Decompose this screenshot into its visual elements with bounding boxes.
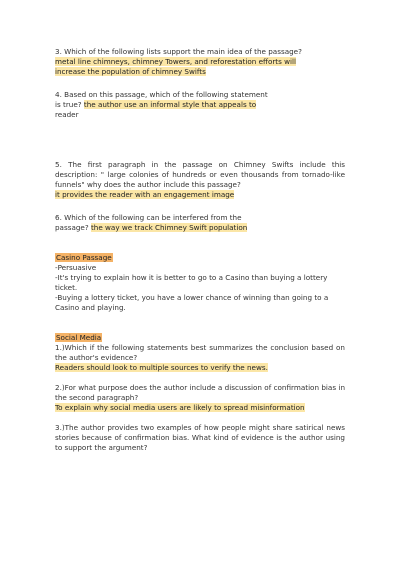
answer-3-line-2: increase the population of chimney Swifts xyxy=(55,67,206,76)
question-6-prefix: passage? xyxy=(55,223,91,232)
question-6-answer-row xyxy=(55,223,345,233)
casino-section xyxy=(55,253,345,313)
social-media-section xyxy=(55,333,345,453)
casino-line-2: -It's trying to explain how it is better to go to a Casino than buying a lottery ticket. xyxy=(55,273,328,292)
casino-heading-row xyxy=(55,253,345,263)
casino-line-1: -Persuasive xyxy=(55,263,97,272)
social-heading: Social Media xyxy=(56,333,102,342)
answer-4: the author use an informal style that appeals to xyxy=(83,100,257,109)
social-answer-1: Readers should look to multiple sources to verify the news. xyxy=(55,363,268,372)
social-heading-row xyxy=(55,333,345,343)
question-4-answer-row xyxy=(55,100,345,110)
social-answer-1-row xyxy=(55,363,345,373)
question-4-prefix: is true? xyxy=(55,100,84,109)
question-3 xyxy=(55,47,345,77)
answer-3-line-1: metal line chimneys, chimney Towers, and reforestation efforts will xyxy=(55,57,297,66)
answer-6: the way we track Chimney Swift population xyxy=(90,223,248,232)
social-answer-2-row xyxy=(55,403,345,413)
question-6 xyxy=(55,213,345,233)
spacer-2 xyxy=(55,413,345,423)
question-5-answer-row xyxy=(55,190,345,200)
social-question-1: 1.)Which if the following statements best summarizes the conclusion based on the author's evidence? xyxy=(55,343,345,362)
question-6-text: 6. Which of the following can be interfered from the xyxy=(55,213,242,222)
question-5 xyxy=(55,160,345,200)
question-3-text: 3. Which of the following lists support the main idea of the passage? xyxy=(55,47,302,56)
question-5-text: 5. The first paragraph in the passage on Chimney Swifts include this description: " large colonies of hundreds or even thousands from tornado-like funnels" why does the author include this passage? xyxy=(55,160,345,189)
social-answer-2: To explain why social media users are likely to spread misinformation xyxy=(55,403,305,412)
answer-5: it provides the reader with an engagement image xyxy=(55,190,235,199)
question-3-answer xyxy=(55,57,345,77)
social-question-3: 3.)The author provides two examples of how people might share satirical news stories because of confirmation bias. What kind of evidence is the author using to support the argument? xyxy=(55,423,345,452)
casino-line-3: -Buying a lottery ticket, you have a lower chance of winning than going to a Casino and playing. xyxy=(55,293,329,312)
answer-4-line-2: reader xyxy=(55,110,79,119)
casino-heading: Casino Passage xyxy=(56,253,112,262)
question-4 xyxy=(55,90,345,120)
social-question-2: 2.)For what purpose does the author include a discussion of confirmation bias in the second paragraph? xyxy=(55,383,345,402)
spacer xyxy=(55,373,345,383)
question-4-text: 4. Based on this passage, which of the following statement xyxy=(55,90,268,99)
